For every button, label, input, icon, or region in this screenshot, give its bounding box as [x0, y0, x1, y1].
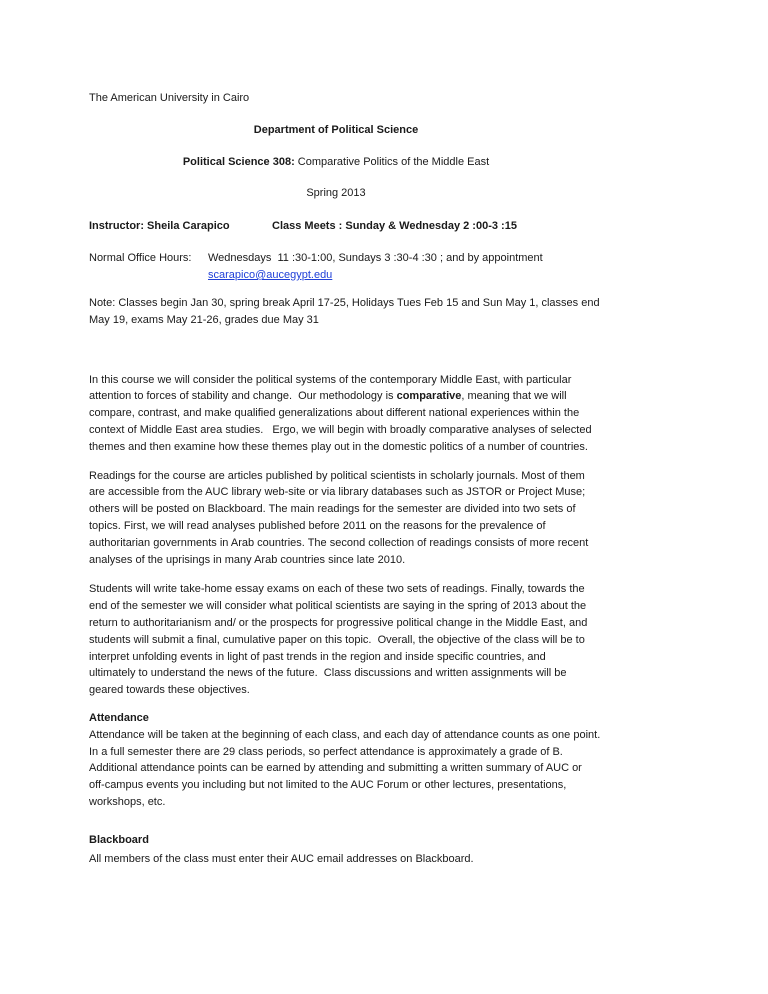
paragraph-line: workshops, etc.: [89, 795, 166, 808]
paragraph-line: Students will write take-home essay exams on each of these two sets of readings. Finally, towards the: [89, 583, 585, 596]
paragraph-line: analyses of the uprisings in many Arab countries since late 2010.: [89, 553, 406, 566]
instructor: Instructor: Sheila Carapico: [89, 220, 230, 232]
section-heading: Attendance: [89, 711, 149, 724]
paragraph-line: end of the semester we will consider what political scientists are saying in the spring of 2013 about the: [89, 600, 587, 613]
section-heading: Blackboard: [89, 833, 149, 846]
course-title: [89, 154, 583, 170]
instructor-row: [89, 218, 583, 234]
paragraph-line: geared towards these objectives.: [89, 684, 250, 697]
office-hours-value: Wednesdays 11 :30-1:00, Sundays 3 :30-4 :30 ; and by appointment: [208, 252, 543, 264]
instructor-email-link[interactable]: scarapico@aucegypt.edu: [208, 269, 333, 281]
paragraph-line: Attendance will be taken at the beginning of each class, and each day of attendance counts as one point.: [89, 728, 601, 741]
note-line: May 19, exams May 21-26, grades due May 31: [89, 313, 319, 326]
paragraph-line: [89, 388, 583, 405]
text: attention to forces of stability and change. Our methodology is: [89, 390, 397, 403]
paragraph-line: Readings for the course are articles published by political scientists in scholarly journals. Most of them: [89, 469, 585, 482]
paragraph-line: topics. First, we will read analyses published before 2011 on the reasons for the prevalence of: [89, 519, 546, 532]
class-meets: Class Meets : Sunday & Wednesday 2 :00-3 :15: [272, 220, 517, 232]
course-description-paragraph: [89, 372, 592, 456]
paragraph-line: interpret unfolding events in light of past trends in the region and inside specific countries, and: [89, 650, 546, 663]
office-hours-label: Normal Office Hours:: [89, 252, 192, 264]
text: , meaning that we will: [461, 390, 567, 403]
paragraph-line: authoritarian governments in Arab countries. The second collection of readings consists of more recent: [89, 536, 589, 549]
paragraph-line: context of Middle East area studies. Ergo, we will begin with broadly comparative analyses of selected: [89, 423, 592, 436]
attendance-section: [89, 710, 601, 811]
paragraph-line: others will be posted on Blackboard. The main readings for the semester are divided into two sets of: [89, 503, 576, 516]
email-row: [89, 267, 583, 283]
note: [89, 295, 600, 329]
course-name: Comparative Politics of the Middle East: [294, 156, 490, 168]
university-name: The American University in Cairo: [89, 92, 250, 104]
paragraph-line: Additional attendance points can be earned by attending and submitting a written summary of AUC or: [89, 762, 582, 775]
paragraph-line: themes and then examine how these themes play out in the domestic politics of a number of countries.: [89, 440, 588, 453]
department-title: Department of Political Science: [253, 124, 419, 136]
paragraph-line: return to authoritarianism and/ or the prospects for progressive political change in the Middle East, and: [89, 616, 588, 629]
assignments-paragraph: [89, 581, 588, 699]
paragraph-line: off-campus events you including but not limited to the AUC Forum or other lectures, presentations,: [89, 779, 567, 792]
emphasis: comparative: [396, 390, 462, 403]
readings-paragraph: [89, 468, 589, 569]
paragraph-line: students will submit a final, cumulative paper on this topic. Overall, the objective of the class will be to: [89, 633, 585, 646]
paragraph-line: compare, contrast, and make qualified generalizations about different national experiences within the: [89, 407, 580, 420]
office-hours-row: [89, 250, 583, 266]
note-line: Note: Classes begin Jan 30, spring break April 17-25, Holidays Tues Feb 15 and Sun May 1, classes end: [89, 297, 600, 309]
paragraph-line: are accessible from the AUC library web-site or via library databases such as JSTOR or Project Muse;: [89, 486, 586, 499]
blackboard-section: [89, 832, 583, 868]
paragraph-line: ultimately to understand the news of the future. Class discussions and written assignments will be: [89, 667, 567, 680]
course-code: Political Science 308:: [182, 156, 295, 168]
paragraph-line: In this course we will consider the political systems of the contemporary Middle East, with particular: [89, 373, 572, 386]
paragraph-line: All members of the class must enter their AUC email addresses on Blackboard.: [89, 852, 474, 865]
paragraph-line: In a full semester there are 29 class periods, so perfect attendance is approximately a grade of B.: [89, 745, 563, 758]
term: Spring 2013: [306, 187, 366, 199]
